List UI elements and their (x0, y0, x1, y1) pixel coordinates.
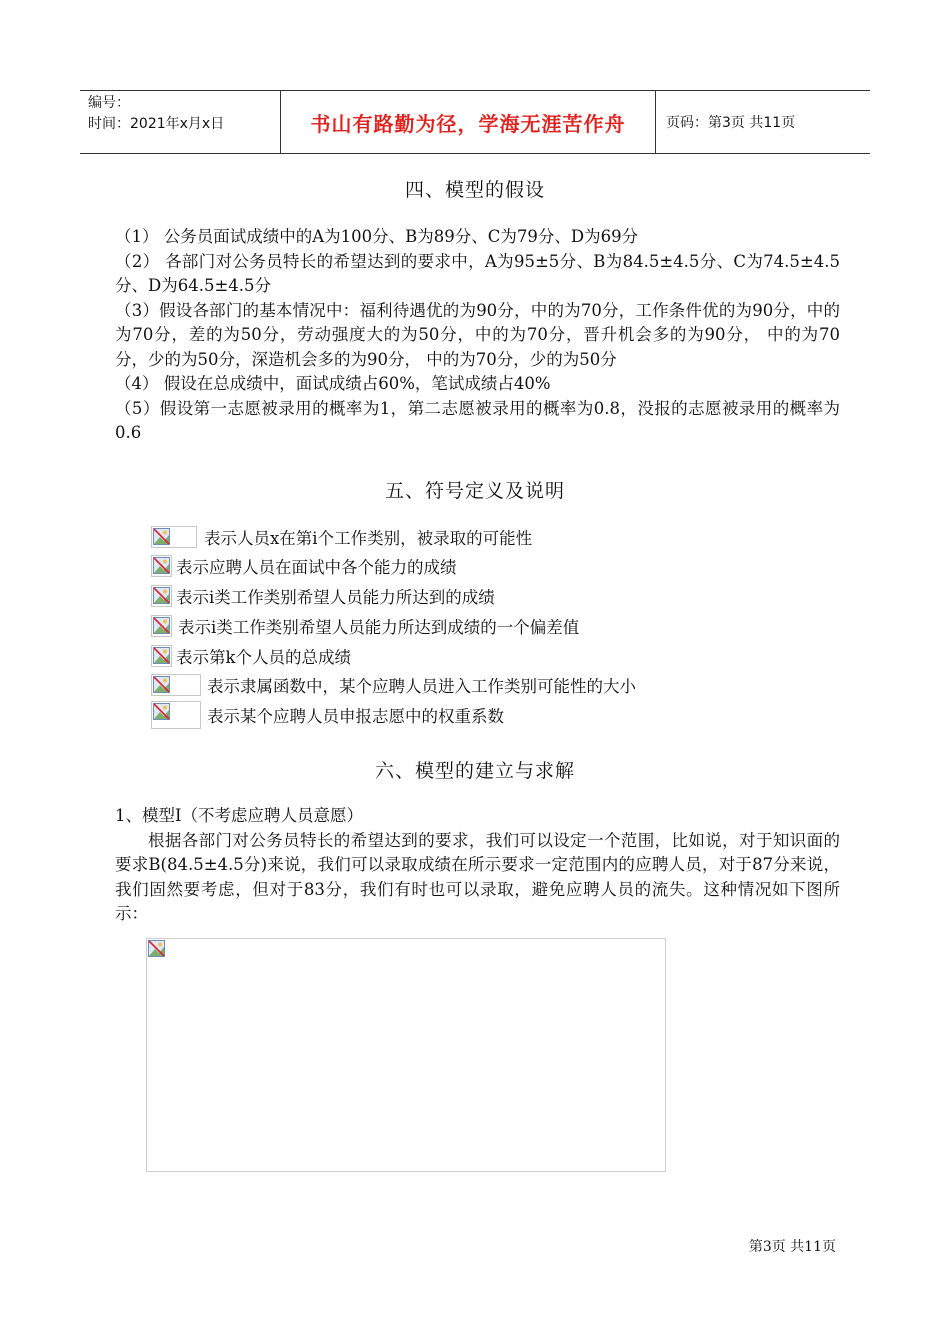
symbol-description: 表示隶属函数中，某个应聘人员进入工作类别可能性的大小 (207, 677, 636, 696)
symbol-row (151, 643, 351, 669)
header-motto: 书山有路勤为径，学海无涯苦作舟 (281, 91, 656, 153)
broken-image-icon (151, 674, 201, 696)
model-paragraph: 根据各部门对公务员特长的希望达到的要求，我们可以设定一个范围，比如说，对于知识面的要求B(84.5±4.5分)来说，我们可以录取成绩在所示要求一定范围内的应聘人员，对于87分来说，我们固然要考虑，但对于83分，我们有时也可以录取，避免应聘人员的流失。这种情况如下图所示： (115, 830, 840, 923)
symbol-row (151, 613, 579, 639)
symbol-description: 表示人员x在第i个工作类别，被录取的可能性 (204, 529, 533, 548)
header-page-info: 页码：第3页 共11页 (666, 115, 796, 131)
time-label: 时间：2021年x月x日 (88, 116, 225, 132)
broken-image-icon (151, 701, 201, 729)
broken-image-icon (151, 645, 172, 667)
symbol-description: 表示第k个人员的总成绩 (176, 648, 351, 667)
broken-image-icon (151, 526, 197, 548)
page-header (80, 90, 870, 154)
broken-image-icon (147, 939, 168, 961)
symbol-row (151, 553, 457, 579)
model-subheading: 1、模型Ⅰ（不考虑应聘人员意愿） (115, 806, 364, 825)
assumption-3: （3）假设各部门的基本情况中：福利待遇优的为90分，中的为70分，工作条件优的为90分，中的为70分，差的为50分，劳动强度大的为50分，中的为70分，晋升机会多的为90分， 中的为70分，少的为50分，深造机会多的为90分， 中的为70分，少的为50分 (115, 300, 840, 369)
symbol-row (151, 524, 532, 550)
broken-image-icon (151, 585, 172, 607)
assumption-1: （1） 公务员面试成绩中的A为100分、B为89分、C为79分、D为69分 (115, 227, 639, 246)
figure-placeholder (146, 938, 666, 1172)
number-label: 编号： (88, 95, 130, 111)
symbol-description: 表示应聘人员在面试中各个能力的成绩 (176, 558, 457, 577)
header-meta (80, 91, 281, 153)
symbol-description: 表示i类工作类别希望人员能力所达到的成绩 (176, 588, 495, 607)
symbol-description: 表示某个应聘人员申报志愿中的权重系数 (207, 707, 504, 726)
broken-image-icon (151, 615, 172, 637)
assumptions-body (115, 225, 840, 446)
broken-image-icon (151, 555, 172, 577)
page-footer: 第3页 共11页 (748, 1239, 836, 1255)
section-title-symbols: 五、符号定义及说明 (384, 480, 565, 502)
assumption-4: （4） 假设在总成绩中，面试成绩占60%，笔试成绩占40% (115, 374, 551, 393)
section-title-assumptions: 四、模型的假设 (404, 179, 545, 201)
assumption-5: （5）假设第一志愿被录用的概率为1，第二志愿被录用的概率为0.8，没报的志愿被录用的概率为0.6 (115, 398, 840, 442)
section-title-model: 六、模型的建立与求解 (374, 760, 575, 782)
assumption-2: （2） 各部门对公务员特长的希望达到的要求中，A为95±5分、B为84.5±4.5分、C为74.5±4.5分、D为64.5±4.5分 (115, 251, 840, 295)
model-body (115, 804, 840, 927)
symbol-row (151, 702, 504, 728)
symbol-row (151, 672, 636, 698)
symbol-row (151, 583, 495, 609)
symbol-description: 表示i类工作类别希望人员能力所达到成绩的一个偏差值 (178, 618, 580, 637)
